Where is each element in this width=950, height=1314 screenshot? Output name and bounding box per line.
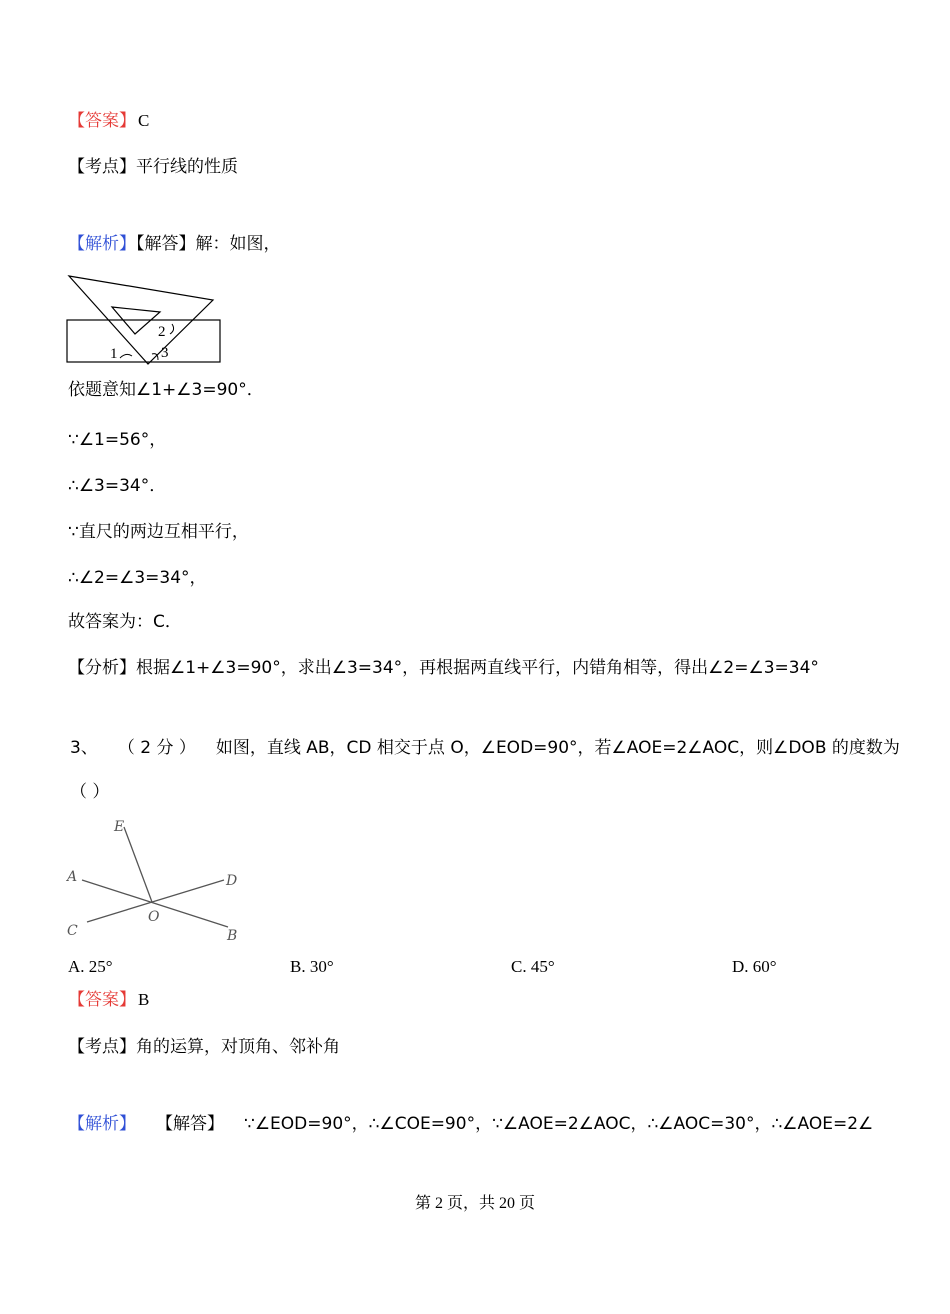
kaodian-tag: 【考点】 (68, 157, 136, 177)
step-line: ∵∠1=56°， (68, 430, 167, 450)
jieda-tag: 【解答】 (136, 234, 196, 254)
option-c (511, 955, 555, 979)
question-3-paren: （ ） (70, 782, 110, 802)
question-text: 如图，直线 AB，CD 相交于点 O，∠EOD=90°，若∠AOE=2∠AOC，则∠DOB 的度数为 (215, 738, 900, 758)
answer-value: C (138, 111, 150, 130)
angle-arc-1 (120, 354, 132, 358)
jiexi-line-2 (68, 1112, 873, 1136)
jiexi-text: 解：如图， (195, 234, 281, 254)
point-label-a: A (67, 869, 78, 885)
point-label-b: B (227, 928, 238, 944)
jiexi-tag: 【解析】 (68, 234, 136, 254)
angle-label-2: 2 (158, 324, 166, 340)
point-label-e: E (114, 819, 125, 835)
jiexi-line-1 (68, 232, 281, 256)
answer-value: B (138, 990, 150, 1009)
page-footer: 第 2 页，共 20 页 (414, 1195, 535, 1212)
step-line: ∴∠3=34°． (68, 476, 167, 496)
answer-tag: 【答案】 (68, 990, 136, 1010)
option-d (732, 955, 777, 979)
question-score: （ 2 分 ） (117, 738, 196, 758)
option-value: 45° (530, 957, 555, 976)
option-letter: A. (68, 957, 85, 976)
jieda-tag: 【解答】 (156, 1114, 224, 1134)
intersecting-lines-figure (60, 815, 250, 945)
question-number: 3、 (70, 738, 98, 758)
kaodian-tag: 【考点】 (68, 1037, 136, 1057)
answer-line-1 (68, 109, 149, 133)
fenxi-line-1 (68, 656, 819, 680)
kaodian-text: 平行线的性质 (136, 157, 238, 177)
answer-tag: 【答案】 (68, 111, 136, 131)
step-line: ∴∠2=∠3=34°， (68, 568, 207, 588)
kaodian-line-1 (68, 155, 238, 179)
ray-oe (124, 827, 152, 902)
point-label-c: C (67, 923, 78, 939)
option-b (290, 955, 334, 979)
question-3-stem (70, 736, 900, 760)
angle-arc-2 (170, 324, 174, 334)
fenxi-text: 根据∠1+∠3=90°，求出∠3=34°，再根据两直线平行，内错角相等，得出∠2=∠3=34° (136, 658, 819, 678)
kaodian-text: 角的运算，对顶角、邻补角 (136, 1037, 340, 1057)
point-label-d: D (226, 873, 238, 889)
angle-label-3: 3 (161, 345, 169, 361)
answer-line-2 (68, 988, 149, 1012)
option-letter: B. (290, 957, 306, 976)
step-line: 故答案为：C． (68, 612, 182, 632)
option-letter: D. (732, 957, 749, 976)
option-value: 25° (88, 957, 113, 976)
jiexi-text: ∵∠EOD=90°，∴∠COE=90°，∵∠AOE=2∠AOC，∴∠AOC=30°，∴∠AOE=2∠ (244, 1114, 874, 1134)
step-line: ∵直尺的两边互相平行， (68, 522, 249, 542)
jiexi-tag: 【解析】 (68, 1114, 136, 1134)
angle-label-1: 1 (110, 346, 118, 362)
option-letter: C. (511, 957, 527, 976)
ruler-triangle-figure (60, 270, 230, 370)
step-line: 依题意知∠1+∠3=90°． (68, 380, 264, 400)
fenxi-tag: 【分析】 (68, 658, 136, 678)
option-value: 30° (309, 957, 334, 976)
kaodian-line-2 (68, 1035, 340, 1059)
option-a (68, 955, 113, 979)
point-label-o: O (148, 909, 160, 925)
option-value: 60° (752, 957, 777, 976)
